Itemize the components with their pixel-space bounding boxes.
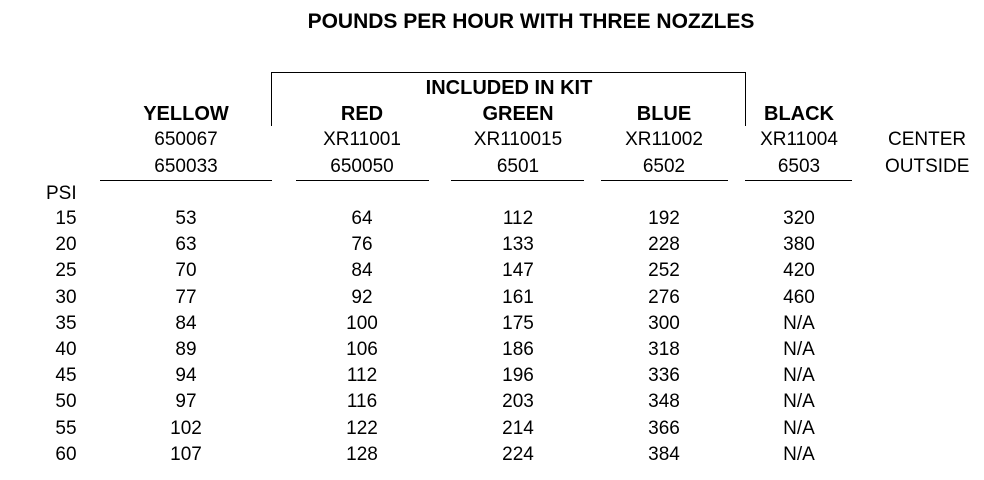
table-cell: 348 [648,391,680,413]
black-outside-part: 6503 [777,156,821,177]
table-cell: 380 [783,234,815,256]
table-cell: 366 [648,417,680,439]
table-cell: N/A [783,312,815,334]
table-cell: N/A [783,339,815,360]
table-cell: N/A [783,365,815,387]
red-column-name: RED [340,103,384,125]
table-cell: 214 [502,417,534,439]
blue-outside-part: 6502 [642,156,686,177]
table-cell: 276 [648,286,680,308]
table-cell: 420 [783,260,815,282]
table-cell: 460 [783,286,815,308]
psi-value: 30 [55,286,77,308]
table-cell: 64 [351,208,373,229]
table-cell: 102 [170,417,202,439]
psi-value: 45 [55,365,77,387]
table-cell: 203 [502,391,534,413]
table-cell: N/A [783,443,815,465]
table-title: POUNDS PER HOUR WITH THREE NOZZLES [307,10,755,33]
table-cell: 122 [346,417,378,439]
table-cell: 186 [502,339,534,360]
table-cell: 84 [175,312,197,334]
table-cell: 112 [502,208,534,229]
table-cell: N/A [783,391,815,413]
red-column-rule [296,180,429,181]
table-cell: 76 [351,234,373,256]
psi-value: 55 [55,417,77,439]
green-column-name: GREEN [482,103,554,125]
psi-value: 40 [55,339,77,360]
table-cell: 384 [648,443,680,465]
table-cell: 147 [502,260,534,282]
black-column-name: BLACK [764,103,834,125]
table-cell: 175 [502,312,534,334]
blue-center-part: XR11002 [625,129,703,150]
table-cell: 161 [502,286,534,308]
table-cell: 224 [502,443,534,465]
table-cell: 107 [170,443,202,465]
green-column-rule [451,180,584,181]
table-cell: 320 [783,208,815,229]
table-cell: 133 [502,234,534,256]
psi-value: 20 [55,234,77,256]
table-cell: N/A [783,417,815,439]
psi-value: 60 [55,443,77,465]
table-cell: 336 [648,365,680,387]
psi-value: 35 [55,312,77,334]
table-cell: 196 [502,365,534,387]
psi-value: 25 [55,260,77,282]
green-center-part: XR110015 [473,129,563,150]
table-cell: 92 [351,286,373,308]
table-cell: 106 [346,339,378,360]
table-cell: 89 [175,339,197,360]
blue-column-rule [601,180,728,181]
table-cell: 252 [648,260,680,282]
yellow-column-rule [100,180,272,181]
outside-row-label: OUTSIDE [885,156,970,177]
psi-value: 50 [55,391,77,413]
table-cell: 228 [648,234,680,256]
table-cell: 116 [346,391,378,413]
table-cell: 94 [175,365,197,387]
included-in-kit-label: INCLUDED IN KIT [425,77,593,99]
psi-header: PSI [46,183,77,204]
table-cell: 318 [648,339,680,360]
table-cell: 77 [175,286,197,308]
table-cell: 84 [351,260,373,282]
red-outside-part: 650050 [330,156,394,177]
table-cell: 53 [175,208,197,229]
green-outside-part: 6501 [496,156,540,177]
table-cell: 70 [175,260,197,282]
blue-column-name: BLUE [636,103,692,125]
table-cell: 300 [648,312,680,334]
table-cell: 63 [175,234,197,256]
table-cell: 100 [346,312,378,334]
table-cell: 97 [175,391,197,413]
table-cell: 112 [346,365,378,387]
yellow-center-part: 650067 [154,129,218,150]
yellow-outside-part: 650033 [154,156,218,177]
table-cell: 192 [648,208,680,229]
black-center-part: XR11004 [760,129,838,150]
black-column-rule [745,180,852,181]
yellow-column-name: YELLOW [143,103,229,125]
table-cell: 128 [346,443,378,465]
center-row-label: CENTER [888,129,967,150]
red-center-part: XR11001 [323,129,401,150]
psi-value: 15 [55,208,77,229]
